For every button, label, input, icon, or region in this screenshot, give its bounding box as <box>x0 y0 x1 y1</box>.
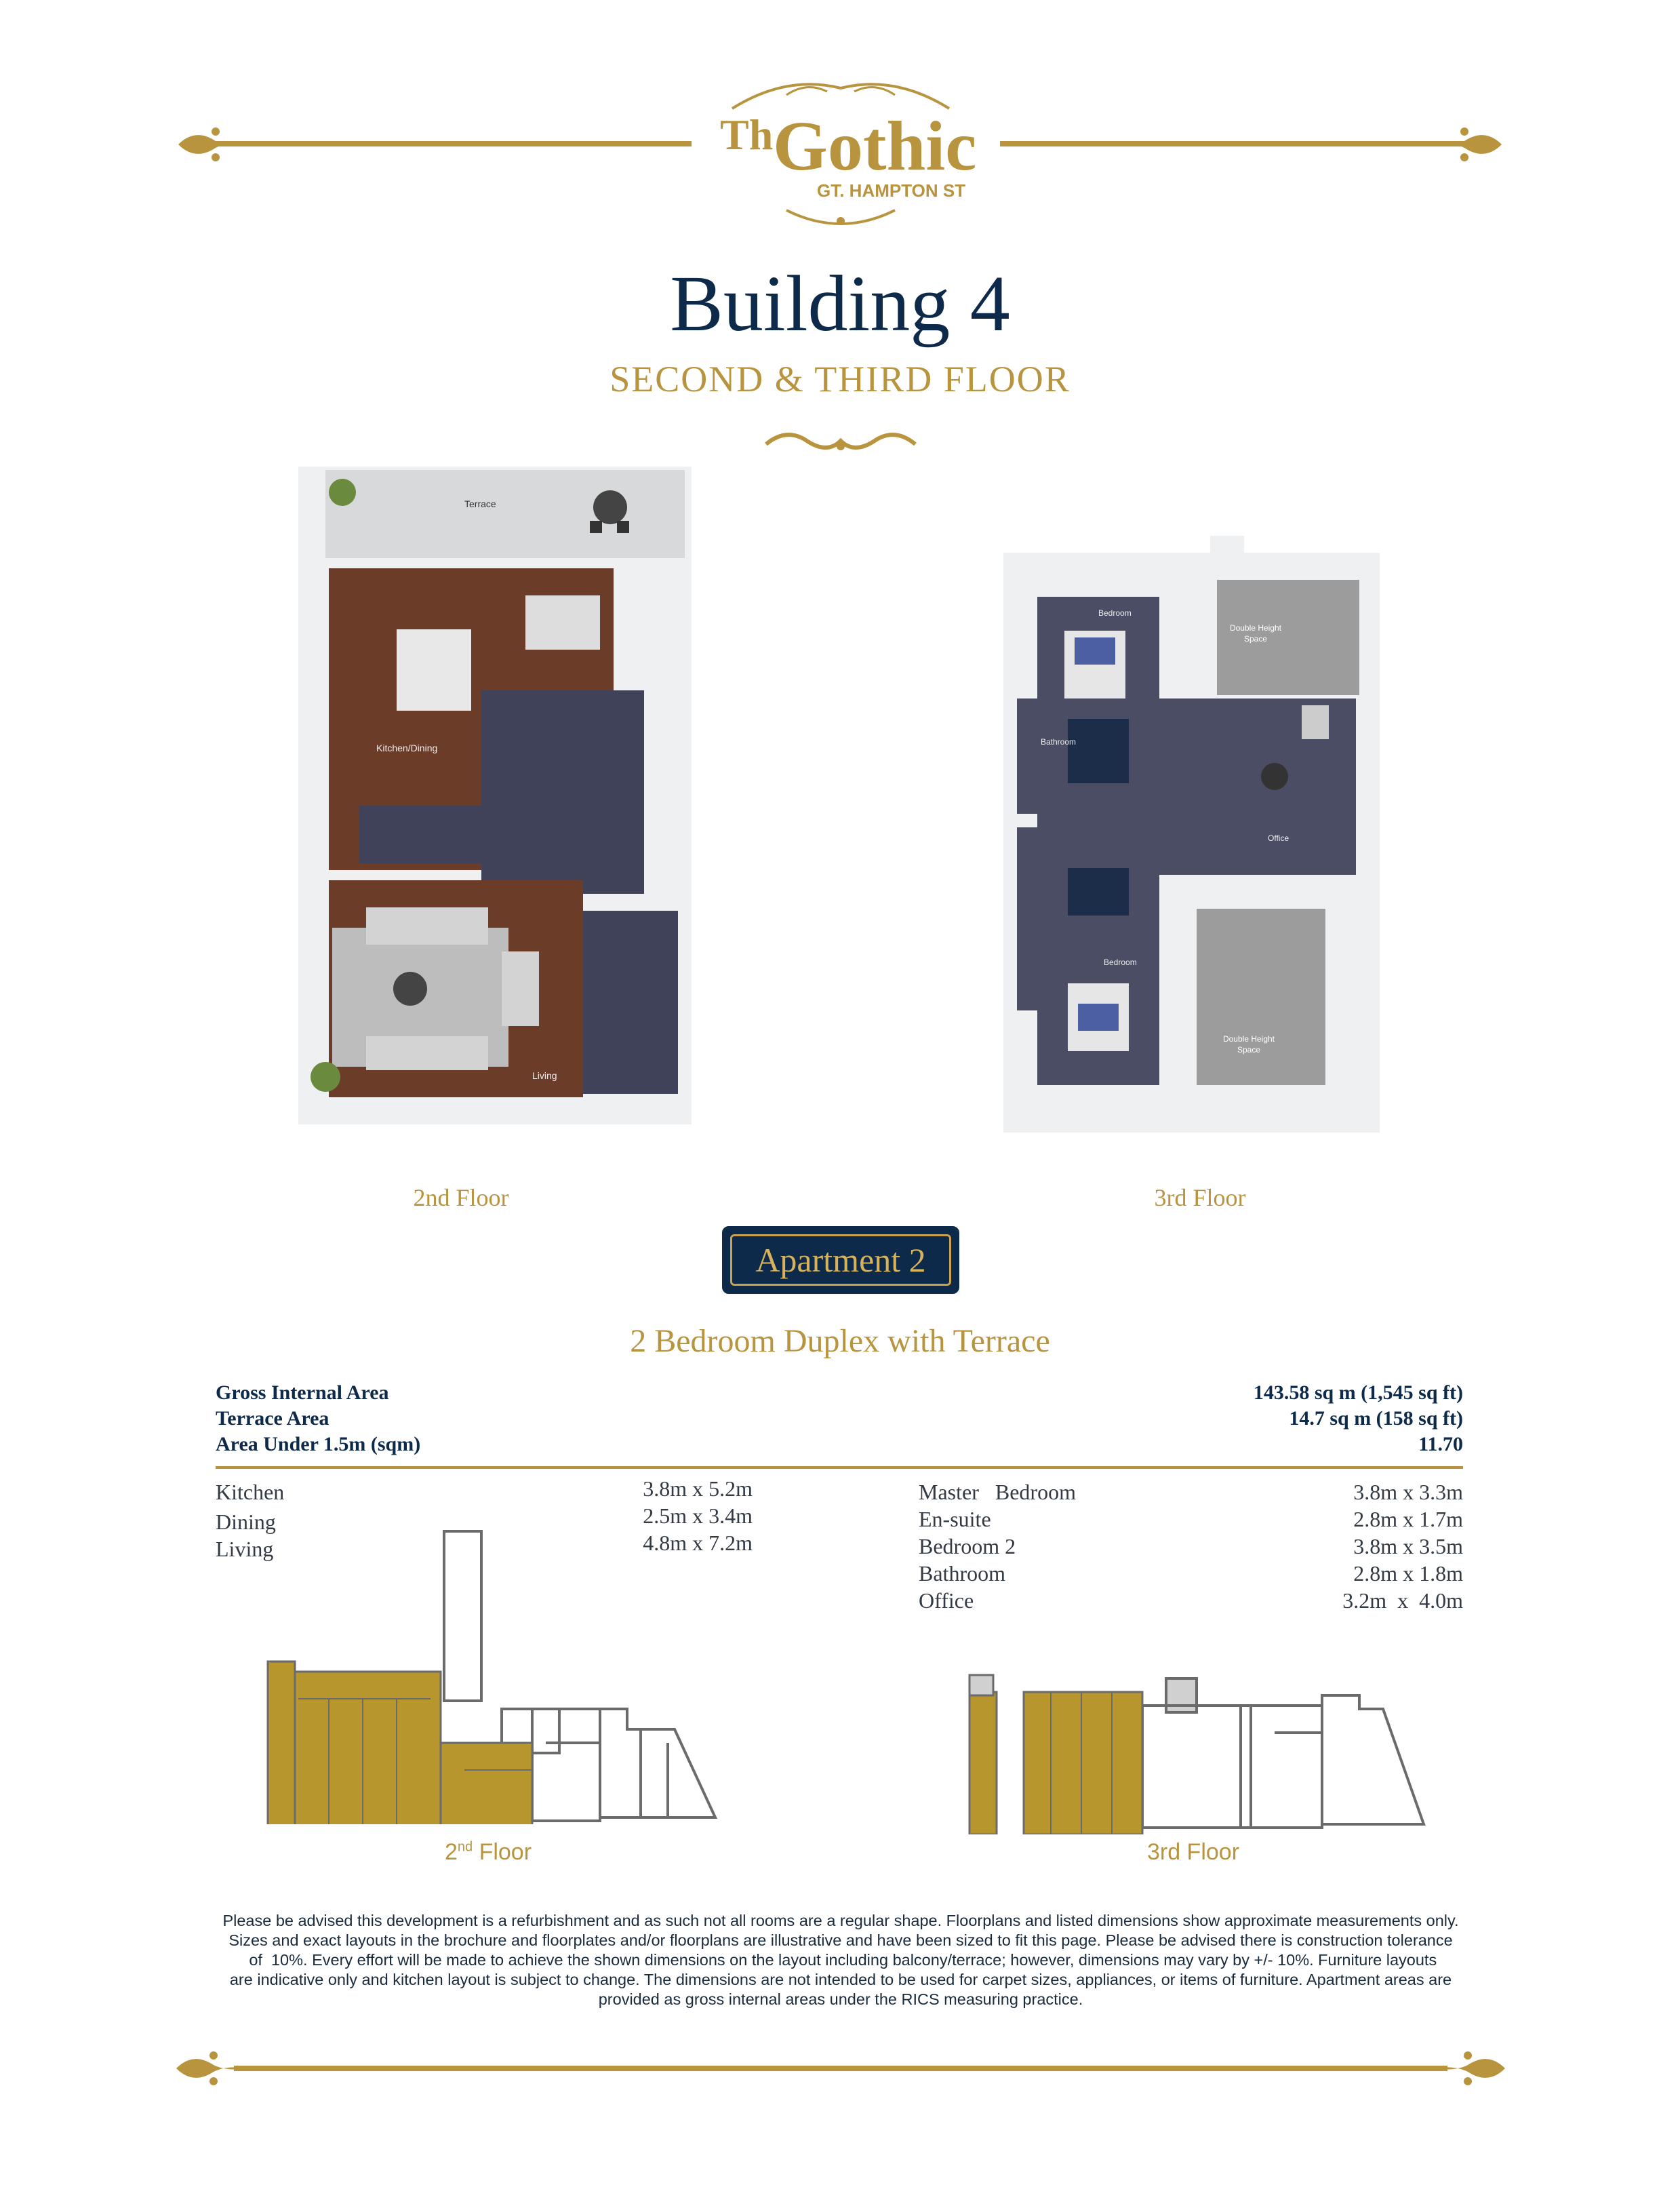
header-rule-left <box>203 141 692 146</box>
flourish-left-icon <box>175 121 256 168</box>
room-dim-living: 4.8m x 7.2m <box>643 1531 753 1555</box>
area-values <box>983 1380 1463 1457</box>
living-label: Living <box>532 1070 557 1081</box>
room-dim-kitchen: 3.8m x 5.2m <box>643 1476 753 1501</box>
keyplan-caption-number: 2 <box>444 1839 458 1865</box>
third-floor-keyplan <box>963 1665 1437 1834</box>
bedroom-bottom-label: Bedroom <box>1104 958 1137 967</box>
second-floor-keyplan-caption <box>380 1839 597 1866</box>
room-name-dining: Dining <box>216 1510 276 1534</box>
second-floor-keyplan <box>261 1526 742 1824</box>
flourish-right-icon <box>1424 121 1505 168</box>
apartment-badge <box>722 1226 959 1294</box>
second-floor-caption: 2nd Floor <box>413 1184 509 1211</box>
terrace-label: Terrace <box>464 498 496 509</box>
disclaimer-line: provided as gross internal areas under the RICS measuring practice. <box>598 1990 1083 2008</box>
disclaimer-line: of 10%. Every effort will be made to achieve the shown dimensions on the layout including balcony/terrace; however, dimensions may vary by +/- 10%. Furniture layouts <box>244 1951 1437 1969</box>
apartment-name: Apartment 2 <box>730 1234 951 1286</box>
rooms-right-names <box>919 1478 1190 1614</box>
area-value-terrace: 14.7 sq m (158 sq ft) <box>1289 1407 1463 1430</box>
disclaimer-line: are indicative only and kitchen layout is subject to change. The dimensions are not intended to be used for carpet sizes, appliances, or items of furniture. Apartment areas are <box>229 1971 1452 1988</box>
area-label-terrace: Terrace Area <box>216 1407 329 1430</box>
bedroom-top-label: Bedroom <box>1098 608 1132 618</box>
room-dim-bathroom: 2.8m x 1.8m <box>1353 1561 1463 1586</box>
disclaimer-line: Please be advised this development is a refurbishment and as such not all rooms are a regular shape. Floorplans and listed dimensions show approximate measurements only. <box>222 1912 1459 1929</box>
bathroom-label: Bathroom <box>1041 737 1077 747</box>
disclaimer-line: Sizes and exact layouts in the brochure and floorplates and/or floorplans are illustrative and have been sized to fit this page. Please be advised there is construction tolerance <box>228 1931 1453 1949</box>
header-rule-right <box>1000 141 1475 146</box>
room-name-master-bedroom: Master Bedroom <box>919 1480 1076 1504</box>
footer-ornament-icon <box>173 2045 1508 2092</box>
kitchen-dining-label: Kitchen/Dining <box>376 743 438 753</box>
keyplan-caption-sup: nd <box>457 1839 473 1855</box>
room-name-kitchen: Kitchen <box>216 1480 285 1504</box>
room-dim-en-suite: 2.8m x 1.7m <box>1353 1507 1463 1531</box>
svg-text:Gothic: Gothic <box>773 107 976 185</box>
room-dim-dining: 2.5m x 3.4m <box>643 1503 753 1528</box>
area-labels <box>216 1380 758 1457</box>
room-dim-office: 3.2m x 4.0m <box>1342 1588 1463 1613</box>
second-floor-plan <box>292 467 698 1141</box>
room-dim-bedroom-2: 3.8m x 3.5m <box>1353 1534 1463 1558</box>
apartment-type: 2 Bedroom Duplex with Terrace <box>630 1323 1050 1359</box>
gothic-logo <box>705 68 976 231</box>
room-name-bathroom: Bathroom <box>919 1561 1005 1586</box>
subtitle-ornament-icon <box>759 427 922 461</box>
office-label: Office <box>1268 833 1289 843</box>
area-label-under: Area Under 1.5m (sqm) <box>216 1433 421 1455</box>
room-name-en-suite: En-suite <box>919 1507 991 1531</box>
double-height-top-label-2: Space <box>1243 634 1268 644</box>
room-name-living: Living <box>216 1537 274 1561</box>
svg-text:Th: Th <box>720 111 774 159</box>
area-value-under: 11.70 <box>1418 1433 1463 1455</box>
double-height-bottom-label-1: Double Height <box>1222 1034 1275 1044</box>
keyplan-caption-rest: Floor <box>473 1839 532 1865</box>
third-floor-keyplan-caption: 3rd Floor <box>1146 1839 1240 1865</box>
page-title: Building 4 <box>670 259 1010 348</box>
double-height-bottom-label-2: Space <box>1237 1045 1261 1055</box>
double-height-top-label-1: Double Height <box>1229 623 1282 633</box>
area-label-gross: Gross Internal Area <box>216 1381 389 1404</box>
area-divider <box>216 1466 1463 1469</box>
room-dim-master-bedroom: 3.8m x 3.3m <box>1353 1480 1463 1504</box>
area-value-gross: 143.58 sq m (1,545 sq ft) <box>1253 1381 1463 1404</box>
third-floor-caption: 3rd Floor <box>1154 1184 1246 1211</box>
room-name-bedroom-2: Bedroom 2 <box>919 1534 1016 1558</box>
rooms-right-dims <box>1254 1478 1463 1614</box>
page-subtitle: SECOND & THIRD FLOOR <box>609 359 1071 399</box>
disclaimer <box>197 1911 1485 2009</box>
svg-text:GT. HAMPTON ST: GT. HAMPTON ST <box>817 180 966 201</box>
room-name-office: Office <box>919 1588 974 1613</box>
third-floor-plan <box>1003 536 1383 1133</box>
